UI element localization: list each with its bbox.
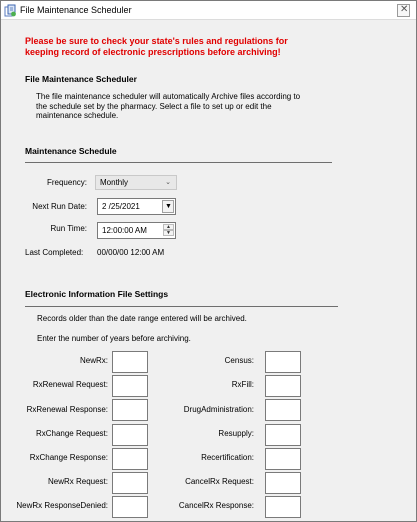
field-label-newrx-responsedenied: NewRx ResponseDenied: [16, 501, 108, 510]
warning-line-2: keeping record of electronic prescriptions before archiving! [25, 47, 281, 57]
years-input-rxrenewal-response[interactable] [112, 399, 148, 421]
years-input-newrx-request[interactable] [112, 472, 148, 494]
archive-note-1: Records older than the date range entered will be archived. [37, 314, 247, 323]
years-input-rxchange-request[interactable] [112, 424, 148, 446]
content-area [1, 21, 416, 521]
years-input-cancelrx-request[interactable] [265, 472, 301, 494]
intro-line-1: The file maintenance scheduler will automatically Archive files according to [36, 92, 301, 101]
next-run-date-picker[interactable] [97, 198, 176, 215]
file-settings-divider [25, 306, 338, 307]
years-input-cancelrx-response[interactable] [265, 496, 301, 518]
intro-line-3: maintenance schedule. [36, 111, 119, 120]
next-run-date-value: 2 /25/2021 [102, 202, 140, 211]
field-label-drugadministration: DrugAdministration: [183, 405, 254, 414]
years-input-census[interactable] [265, 351, 301, 373]
schedule-heading: Maintenance Schedule [25, 146, 117, 156]
warning-message [25, 36, 405, 58]
frequency-value: Monthly [100, 178, 129, 187]
warning-line-1: Please be sure to check your state's rules and regulations for [25, 36, 288, 46]
close-button[interactable] [397, 4, 410, 17]
frequency-select[interactable] [95, 175, 177, 190]
run-time-picker[interactable] [97, 222, 176, 239]
field-label-resupply: Resupply: [218, 429, 254, 438]
field-label-newrx: NewRx: [79, 356, 108, 365]
archive-note-2: Enter the number of years before archiving. [37, 334, 191, 343]
spin-up-icon[interactable]: ▲ [163, 224, 174, 230]
last-completed-label: Last Completed: [25, 248, 84, 257]
years-input-newrx-responsedenied[interactable] [112, 496, 148, 518]
intro-heading: File Maintenance Scheduler [25, 74, 137, 84]
frequency-label: Frequency: [46, 178, 87, 187]
calendar-dropdown-button[interactable] [162, 200, 174, 213]
last-completed-value: 00/00/00 12:00 AM [97, 248, 165, 257]
dropdown-arrow-icon: ▼ [165, 203, 172, 210]
next-run-date-label: Next Run Date: [32, 202, 87, 211]
years-input-rxchange-response[interactable] [112, 448, 148, 470]
intro-line-2: the schedule set by the pharmacy. Select a file to set up or edit the [36, 101, 272, 111]
field-label-census: Census: [224, 356, 254, 365]
window-title: File Maintenance Scheduler [20, 5, 132, 15]
years-input-drugadministration[interactable] [265, 399, 301, 421]
field-label-newrx-request: NewRx Request: [47, 477, 108, 486]
years-input-recertification[interactable] [265, 448, 301, 470]
field-label-recertification: Recertification: [201, 453, 254, 462]
title-bar[interactable] [1, 1, 416, 20]
field-label-rxchange-response: RxChange Response: [29, 453, 108, 462]
intro-text [36, 92, 300, 121]
years-input-newrx[interactable] [112, 351, 148, 373]
app-icon [4, 4, 17, 17]
years-input-rxfill[interactable] [265, 375, 301, 397]
field-label-rxrenewal-request: RxRenewal Request: [32, 380, 108, 389]
file-settings-heading: Electronic Information File Settings [25, 289, 169, 299]
field-label-rxrenewal-response: RxRenewal Response: [26, 405, 108, 414]
field-label-rxchange-request: RxChange Request: [35, 429, 108, 438]
years-input-resupply[interactable] [265, 424, 301, 446]
years-input-rxrenewal-request[interactable] [112, 375, 148, 397]
run-time-label: Run Time: [50, 224, 87, 233]
run-time-value: 12:00:00 AM [102, 226, 147, 235]
field-label-rxfill: RxFill: [231, 380, 254, 389]
schedule-divider [25, 162, 332, 163]
chevron-down-icon: ⌄ [165, 179, 171, 186]
spin-down-icon[interactable]: ▼ [163, 230, 174, 236]
field-label-cancelrx-request: CancelRx Request: [185, 477, 254, 486]
time-spinner[interactable] [163, 224, 174, 237]
close-icon: ✕ [400, 4, 409, 15]
field-label-cancelrx-response: CancelRx Response: [178, 501, 254, 510]
